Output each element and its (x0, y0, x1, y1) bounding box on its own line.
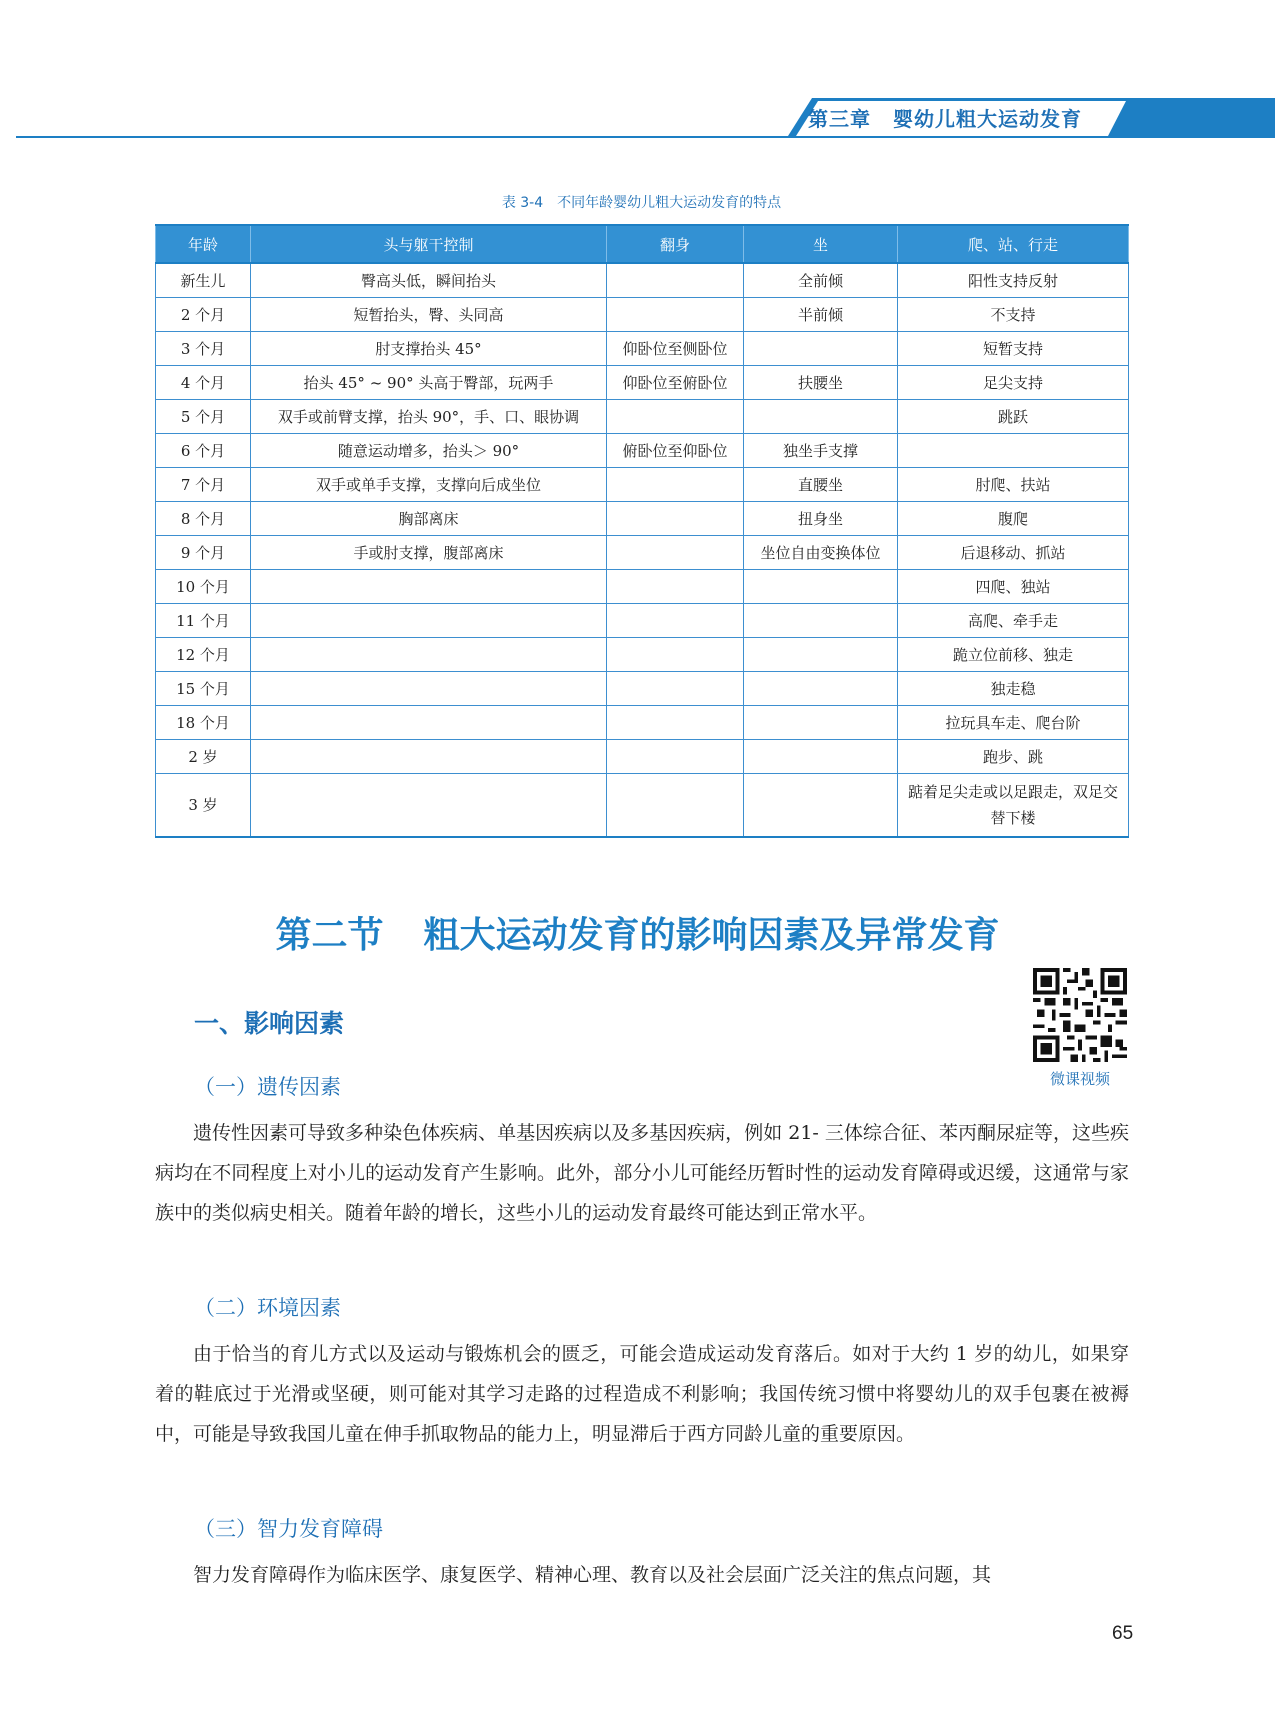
table-row (156, 604, 1129, 638)
table-cell (744, 672, 898, 706)
age-cell: 9 个月 (156, 536, 251, 570)
table-cell: 手或肘支撑，腹部离床 (251, 536, 607, 570)
section-number: 第二节 (275, 915, 384, 956)
age-cell: 2 岁 (156, 740, 251, 774)
table-row (156, 570, 1129, 604)
table-cell (251, 604, 607, 638)
table-cell: 不支持 (898, 298, 1129, 332)
table-cell: 高爬、牵手走 (898, 604, 1129, 638)
table-cell (251, 774, 607, 838)
table-cell (251, 570, 607, 604)
table-cell: 跑步、跳 (898, 740, 1129, 774)
column-header: 头与躯干控制 (251, 225, 607, 263)
table-cell (607, 298, 744, 332)
table-cell: 俯卧位至仰卧位 (607, 434, 744, 468)
table-cell (744, 706, 898, 740)
table-cell: 独走稳 (898, 672, 1129, 706)
table-row (156, 672, 1129, 706)
table-cell (607, 706, 744, 740)
table-cell: 随意运动增多，抬头＞ 90° (251, 434, 607, 468)
age-cell: 7 个月 (156, 468, 251, 502)
table-cell (744, 570, 898, 604)
table-cell (744, 740, 898, 774)
table-cell (607, 638, 744, 672)
table-row (156, 400, 1129, 434)
qr-code-label: 微课视频 (1049, 1070, 1110, 1088)
table-cell: 半前倾 (744, 298, 898, 332)
table-cell: 双手或前臂支撑，抬头 90°，手、口、眼协调 (251, 400, 607, 434)
age-cell: 15 个月 (156, 672, 251, 706)
paragraph-intellectual: 智力发育障碍作为临床医学、康复医学、精神心理、教育以及社会层面广泛关注的焦点问题，其 (193, 1564, 992, 1586)
age-cell: 5 个月 (156, 400, 251, 434)
age-cell: 11 个月 (156, 604, 251, 638)
subsection-heading: 一、影响因素 (194, 1009, 345, 1038)
table-cell: 后退移动、抓站 (898, 536, 1129, 570)
motor-development-table (155, 224, 1129, 838)
header-rule (16, 136, 1275, 138)
table-caption-text: 不同年龄婴幼儿粗大运动发育的特点 (557, 195, 782, 211)
table-cell (744, 638, 898, 672)
age-cell: 2 个月 (156, 298, 251, 332)
table-cell (607, 672, 744, 706)
table-cell: 肘支撑抬头 45° (251, 332, 607, 366)
age-cell: 10 个月 (156, 570, 251, 604)
table-cell: 胸部离床 (251, 502, 607, 536)
table-cell (607, 536, 744, 570)
table-cell (607, 468, 744, 502)
table-cell (744, 400, 898, 434)
table-cell: 双手或单手支撑，支撑向后成坐位 (251, 468, 607, 502)
qr-code-icon[interactable] (1033, 968, 1127, 1062)
table-cell (251, 706, 607, 740)
table-cell: 跳跃 (898, 400, 1129, 434)
table-cell (898, 434, 1129, 468)
table-row (156, 706, 1129, 740)
table-cell: 扭身坐 (744, 502, 898, 536)
table-cell (607, 570, 744, 604)
table-row (156, 468, 1129, 502)
table-cell: 阳性支持反射 (898, 263, 1129, 298)
table-cell: 腹爬 (898, 502, 1129, 536)
age-cell: 3 岁 (156, 774, 251, 838)
paragraph-environment: 由于恰当的育儿方式以及运动与锻炼机会的匮乏，可能会造成运动发育落后。如对于大约 1 岁的幼儿，如果穿着的鞋底过于光滑或坚硬，则可能对其学习走路的过程造成不利影响；我国传统习惯中将婴幼儿的双手包裹在被褥中，可能是导致我国儿童在伸手抓取物品的能力上，明显滞后于西方同龄儿童的重要原因。 (155, 1343, 1129, 1445)
table-caption (155, 192, 1128, 212)
table-row (156, 536, 1129, 570)
table-cell: 肘爬、扶站 (898, 468, 1129, 502)
table-cell (607, 604, 744, 638)
table-row (156, 366, 1129, 400)
table-cell: 短暂支持 (898, 332, 1129, 366)
table-cell (251, 672, 607, 706)
table-cell: 抬头 45° ~ 90° 头高于臀部，玩两手 (251, 366, 607, 400)
chapter-heading (808, 104, 1082, 134)
table-cell: 跪立位前移、独走 (898, 638, 1129, 672)
table-row (156, 740, 1129, 774)
column-header: 年龄 (156, 225, 251, 263)
table-cell: 拉玩具车走、爬台阶 (898, 706, 1129, 740)
age-cell: 3 个月 (156, 332, 251, 366)
age-cell: 18 个月 (156, 706, 251, 740)
section-title (0, 907, 1275, 958)
chapter-number: 第三章 (808, 107, 871, 131)
table-cell (251, 740, 607, 774)
sub-heading-environment: （二）环境因素 (194, 1296, 341, 1320)
table-cell: 全前倾 (744, 263, 898, 298)
table-cell: 独坐手支撑 (744, 434, 898, 468)
table-cell: 臀高头低，瞬间抬头 (251, 263, 607, 298)
chapter-title: 婴幼儿粗大运动发育 (893, 107, 1082, 131)
table-cell: 坐位自由变换体位 (744, 536, 898, 570)
table-cell (744, 774, 898, 838)
table-row (156, 263, 1129, 298)
sub-heading-intellectual: （三）智力发育障碍 (194, 1517, 383, 1541)
table-header-row (156, 225, 1129, 263)
table-cell (607, 263, 744, 298)
age-cell: 8 个月 (156, 502, 251, 536)
age-cell: 12 个月 (156, 638, 251, 672)
table-cell: 四爬、独站 (898, 570, 1129, 604)
column-header: 爬、站、行走 (898, 225, 1129, 263)
table-cell (744, 604, 898, 638)
table-row (156, 638, 1129, 672)
table-cell: 踮着足尖走或以足跟走，双足交替下楼 (898, 774, 1129, 838)
table-cell: 足尖支持 (898, 366, 1129, 400)
table-row (156, 434, 1129, 468)
sub-heading-genetic: （一）遗传因素 (194, 1075, 341, 1099)
table-cell (607, 400, 744, 434)
table-cell: 直腰坐 (744, 468, 898, 502)
age-cell: 新生儿 (156, 263, 251, 298)
table-cell: 扶腰坐 (744, 366, 898, 400)
page-number: 65 (1112, 1623, 1134, 1644)
table-cell (607, 774, 744, 838)
table-cell (744, 332, 898, 366)
table-cell (607, 740, 744, 774)
age-cell: 6 个月 (156, 434, 251, 468)
table-cell: 短暂抬头，臀、头同高 (251, 298, 607, 332)
table-cell (251, 638, 607, 672)
table-row (156, 332, 1129, 366)
paragraph-genetic: 遗传性因素可导致多种染色体疾病、单基因疾病以及多基因疾病，例如 21- 三体综合征、苯丙酮尿症等，这些疾病均在不同程度上对小儿的运动发育产生影响。此外，部分小儿可能经历暂时性的运动发育障碍或迟缓，这通常与家族中的类似病史相关。随着年龄的增长，这些小儿的运动发育最终可能达到正常水平。 (155, 1122, 1129, 1224)
table-row (156, 774, 1129, 838)
table-row (156, 502, 1129, 536)
column-header: 翻身 (607, 225, 744, 263)
table-row (156, 298, 1129, 332)
table-caption-number: 表 3-4 (501, 195, 544, 211)
column-header: 坐 (744, 225, 898, 263)
age-cell: 4 个月 (156, 366, 251, 400)
section-heading: 粗大运动发育的影响因素及异常发育 (423, 915, 1000, 956)
table-cell: 仰卧位至俯卧位 (607, 366, 744, 400)
table-cell (607, 502, 744, 536)
table-cell: 仰卧位至侧卧位 (607, 332, 744, 366)
